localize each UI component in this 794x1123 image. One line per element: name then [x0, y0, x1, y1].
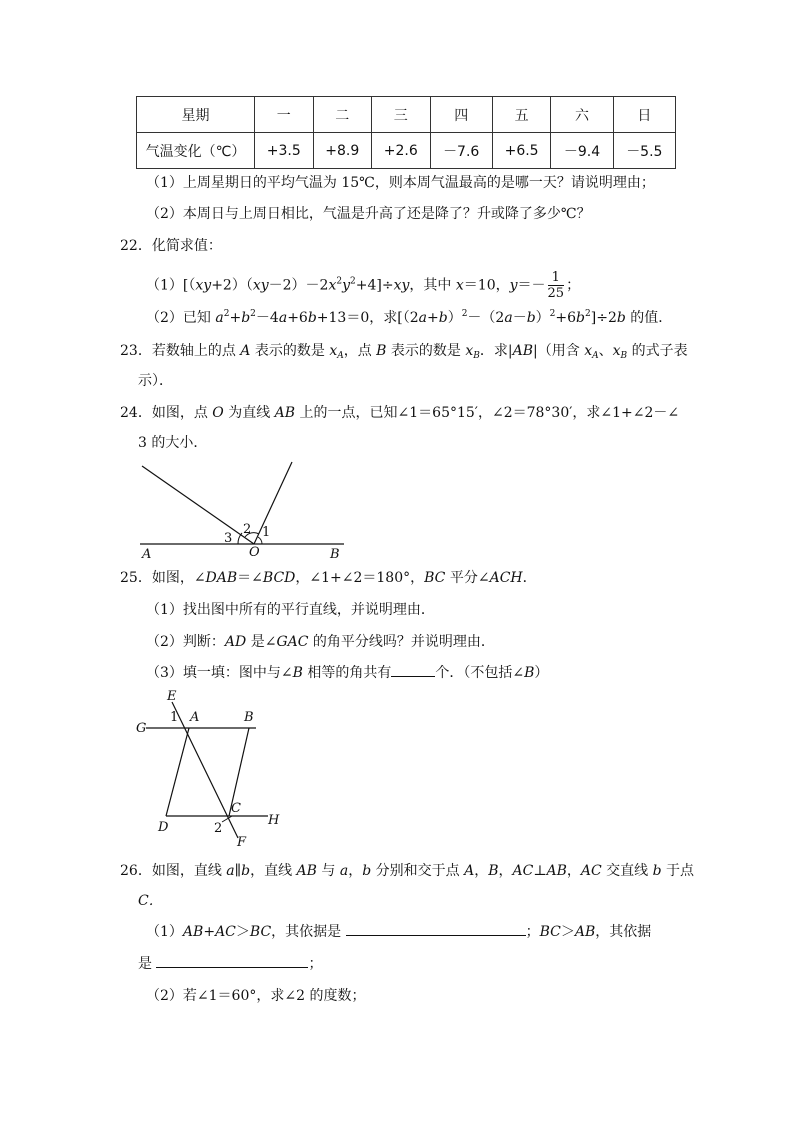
label-E: E — [167, 689, 177, 704]
q21-part1: （1）上周星期日的平均气温为 15℃，则本周气温最高的是哪一天？请说明理由； — [146, 175, 655, 191]
table-cell: 五 — [492, 97, 551, 133]
q23-line1: 23．若数轴上的点 A 表示的数是 $x_A$，点 B 表示的数是 $x_B$．求|AB|（用含 $x_A$、$x_B$ 的式子表 — [120, 343, 688, 361]
label-G: G — [136, 721, 147, 736]
table-cell: －9.4 — [551, 133, 613, 169]
table-row — [137, 133, 676, 169]
answer-blank[interactable] — [156, 967, 308, 968]
q25-part3: （3）填一填：图中与∠B 相等的角共有 个．（不包括∠B） — [146, 665, 549, 681]
table-cell: 六 — [551, 97, 613, 133]
q23-line2: 示）． — [138, 373, 173, 389]
angle-label-2: 2 — [214, 821, 223, 836]
table-cell: +8.9 — [313, 133, 372, 169]
label-A: A — [142, 547, 152, 562]
label-C: C — [231, 801, 241, 816]
label-B: B — [244, 710, 254, 725]
q25-line1: 25．如图，∠DAB＝∠BCD，∠1+∠2＝180°，BC 平分∠ACH． — [120, 570, 537, 586]
angle-label-1: 1 — [170, 710, 179, 725]
table-cell: 四 — [430, 97, 492, 133]
table-cell: 一 — [255, 97, 314, 133]
q22-title: 22．化简求值： — [120, 238, 222, 254]
q22-part1: $(1)[(xy+2)(xy-2)-2x^2y^2+4]\div xy$，其中 x＝10，y＝－ $\frac{1}{25}$ ； — [146, 270, 581, 301]
q26-part2: （2）若∠1＝60°，求∠2 的度数； — [146, 988, 366, 1004]
angle-label-2: 2 — [243, 522, 252, 537]
table-cell: +2.6 — [372, 133, 431, 169]
q26-line1: 26．如图，直线 a∥b，直线 AB 与 a，b 分别和交于点 A，B，AC⊥AB，AC 交直线 b 于点 — [120, 863, 695, 879]
q26-part1: （1）AB+AC＞BC，其依据是 ；BC＞AB，其依据 — [146, 924, 652, 940]
table-cell: －5.5 — [613, 133, 675, 169]
table-cell: 三 — [372, 97, 431, 133]
table-cell: +3.5 — [255, 133, 314, 169]
table-cell: 气温变化（℃） — [137, 133, 255, 169]
q25-part1: （1）找出图中所有的平行直线，并说明理由． — [146, 602, 435, 618]
table-cell: 日 — [613, 97, 675, 133]
label-B: B — [330, 547, 340, 562]
table-header-row — [137, 97, 676, 133]
answer-blank[interactable] — [346, 935, 526, 936]
label-H: H — [268, 813, 280, 828]
q25-part2: （2）判断：AD 是∠GAC 的角平分线吗？并说明理由． — [146, 634, 495, 650]
table-cell: －7.6 — [430, 133, 492, 169]
angle-label-3: 3 — [224, 531, 233, 546]
q26-part1-line2: 是 ； — [138, 956, 323, 972]
temperature-table — [136, 96, 676, 169]
q24-figure — [138, 458, 348, 562]
table-cell: 星期 — [137, 97, 255, 133]
angle-label-1: 1 — [262, 525, 271, 540]
table-cell: 二 — [313, 97, 372, 133]
q24-line2: 3 的大小． — [138, 435, 208, 451]
answer-blank[interactable] — [391, 676, 435, 677]
q26-line2: C． — [138, 893, 163, 909]
q24-line1: 24．如图，点 O 为直线 AB 上的一点，已知∠1＝65°15′，∠2＝78°30′，求∠1+∠2－∠ — [120, 405, 680, 421]
label-D: D — [158, 820, 169, 835]
label-A: A — [190, 710, 200, 725]
fraction: $\frac{1}{25}$ — [547, 270, 565, 301]
label-F: F — [237, 835, 247, 850]
table-cell: +6.5 — [492, 133, 551, 169]
q25-figure — [136, 686, 286, 850]
q21-part2: （2）本周日与上周日相比，气温是升高了还是降了？升或降了多少℃？ — [146, 206, 591, 222]
label-O: O — [249, 545, 260, 560]
q22-part2: （2）已知 $a^2+b^2-4a+6b+13=0$，求$[(2a+b)^2-(2a-b)^2+6b^2]\div 2b$ 的值． — [146, 309, 673, 326]
